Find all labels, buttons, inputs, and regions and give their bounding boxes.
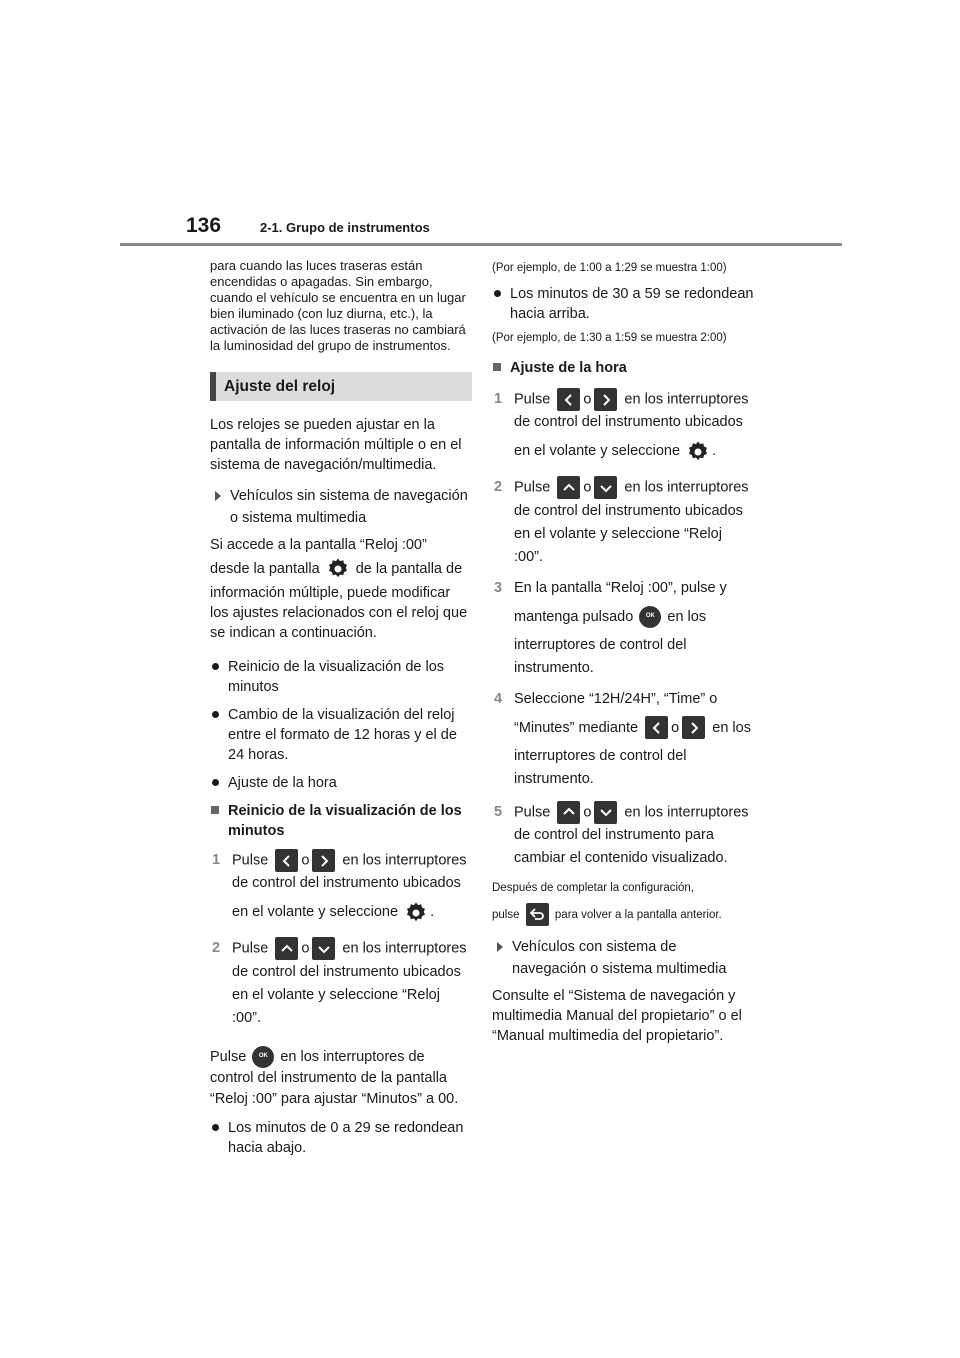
- step-number: 5: [494, 803, 503, 820]
- step-text: o: [583, 479, 592, 496]
- clock-intro-paragraph: Los relojes se pueden ajustar en la pantalla de información múltiple o en el sistema de navegación/multimedia.: [210, 417, 462, 473]
- bullet-dot-icon: [212, 711, 219, 718]
- chevron-left-icon: [275, 849, 298, 872]
- step-text: mantenga pulsado: [514, 608, 634, 625]
- bullet-dot-icon: [212, 1124, 219, 1131]
- list-item-text: Los minutos de 30 a 59 se redondean hacia arriba.: [510, 286, 754, 322]
- section-title: 2-1. Grupo de instrumentos: [260, 220, 430, 235]
- step-4: [492, 688, 754, 791]
- list-item-text: Los minutos de 0 a 29 se redondean hacia abajo.: [228, 1119, 464, 1156]
- sub-heading-text: Ajuste de la hora: [510, 360, 627, 376]
- step-number: 2: [494, 479, 503, 496]
- ok-paragraph: [210, 1046, 472, 1110]
- step-2: [492, 476, 754, 568]
- step-text: en el volante y seleccione: [232, 904, 399, 921]
- list-item-text: Reinicio de la visualización de los minutos: [228, 659, 445, 695]
- step-text: .: [712, 443, 717, 460]
- step-text: en los interruptores de control del instrumento ubicados en el volante y seleccione “Reloj :00”.: [232, 940, 467, 1026]
- bullet-dot-icon: [494, 290, 501, 297]
- triangle-bullet-icon: [215, 491, 221, 501]
- page-number: 136: [186, 214, 222, 237]
- bullet-dot-icon: [212, 779, 219, 786]
- vehicle-condition-item: [492, 936, 754, 980]
- sub-heading: [492, 358, 754, 378]
- step-2: [210, 937, 472, 1029]
- gear-icon: [686, 440, 710, 464]
- ok-button-icon: OK: [252, 1046, 274, 1068]
- step-text: .: [430, 904, 435, 921]
- chevron-left-icon: [557, 388, 580, 411]
- step-text: Seleccione “12H/24H”, “Time” o: [514, 690, 718, 707]
- completion-note: Después de completar la configuración,: [492, 881, 695, 894]
- back-note: [492, 902, 754, 928]
- back-note-a: pulse: [492, 908, 520, 921]
- gear-icon: [404, 901, 428, 925]
- step-1: [492, 388, 754, 468]
- access-text-c: de la pantalla de información múltiple, puede modificar los ajustes relacionados con el reloj que se indican a continuación.: [210, 561, 468, 641]
- right-column: [492, 258, 754, 1046]
- step-1: [210, 849, 472, 929]
- step-text: o: [301, 852, 310, 869]
- chevron-up-icon: [275, 937, 298, 960]
- step-number: 1: [494, 391, 503, 407]
- section-heading: Ajuste del reloj: [210, 372, 472, 401]
- step-text: “Minutes” mediante: [514, 719, 639, 736]
- step-number: 1: [212, 852, 221, 868]
- step-5: [492, 801, 754, 870]
- chevron-down-icon: [312, 937, 335, 960]
- step-text: Pulse: [232, 852, 269, 869]
- step-text: en los interruptores de control del instrumento para cambiar el contenido visualizado.: [514, 803, 749, 866]
- sub-heading: [210, 801, 472, 841]
- header-rule: [120, 243, 842, 246]
- access-text-a: Si accede a la pantalla “Reloj :00”: [210, 537, 427, 553]
- access-text-b: desde la pantalla: [210, 561, 320, 577]
- triangle-bullet-icon: [497, 942, 503, 952]
- back-note-b: para volver a la pantalla anterior.: [554, 908, 722, 921]
- step-text: en los: [712, 719, 751, 736]
- step-text: en los interruptores de control del instrumento.: [514, 608, 707, 676]
- list-item: [210, 657, 472, 697]
- example-note: (Por ejemplo, de 1:00 a 1:29 se muestra 1:00): [492, 262, 727, 274]
- square-bullet-icon: [493, 363, 501, 371]
- ok-text-a: Pulse: [210, 1048, 247, 1065]
- list-item-text: Cambio de la visualización del reloj entre el formato de 12 horas y el de 24 horas.: [228, 707, 457, 763]
- step-text: Pulse: [514, 803, 551, 820]
- chevron-right-icon: [312, 849, 335, 872]
- step-number: 3: [494, 579, 503, 596]
- step-text: o: [583, 391, 592, 408]
- chevron-right-icon: [682, 716, 705, 739]
- step-text: o: [671, 719, 680, 736]
- step-text: o: [583, 803, 592, 820]
- list-item-text: Ajuste de la hora: [228, 775, 337, 791]
- step-text: interruptores de control del instrumento.: [514, 747, 687, 787]
- ok-button-icon: OK: [639, 606, 661, 628]
- ok-text-b: en los interruptores de control del instrumento de la pantalla “Reloj :00” para ajustar “Minutos” a 00.: [210, 1048, 459, 1107]
- reference-paragraph: Consulte el “Sistema de navegación y multimedia Manual del propietario” o el “Manual multimedia del propietario”.: [492, 987, 742, 1044]
- example-note: (Por ejemplo, de 1:30 a 1:59 se muestra 2:00): [492, 332, 727, 344]
- step-number: 4: [494, 690, 503, 707]
- step-number: 2: [212, 940, 221, 957]
- list-item: [210, 1118, 472, 1158]
- gear-icon: [326, 557, 350, 581]
- list-item: [492, 284, 754, 324]
- chevron-down-icon: [594, 476, 617, 499]
- step-text: Pulse: [514, 479, 551, 496]
- chevron-up-icon: [557, 801, 580, 824]
- step-text: en los interruptores de control del instrumento ubicados: [514, 391, 749, 431]
- step-text: en el volante y seleccione: [514, 443, 681, 460]
- vehicle-condition-item: [210, 485, 472, 529]
- step-text: Pulse: [514, 391, 551, 408]
- sub-heading-text: Reinicio de la visualización de los minutos: [228, 803, 462, 839]
- bullet-dot-icon: [212, 663, 219, 670]
- chevron-down-icon: [594, 801, 617, 824]
- access-paragraph: [210, 535, 472, 643]
- step-text: en los interruptores de control del instrumento ubicados en el volante y seleccione “Reloj :00”.: [514, 479, 749, 565]
- list-item: [210, 705, 472, 765]
- chevron-left-icon: [645, 716, 668, 739]
- left-column: [210, 258, 472, 1158]
- step-text: En la pantalla “Reloj :00”, pulse y: [514, 579, 727, 596]
- step-text: Pulse: [232, 940, 269, 957]
- intro-paragraph: para cuando las luces traseras están encendidas o apagadas. Sin embargo, cuando el vehículo se encuentra en un lugar bien iluminado (con luz diurna, etc.), la activación de las luces traseras no cambiará la luminosidad del grupo de instrumentos.: [210, 258, 466, 353]
- condition-text: Vehículos sin sistema de navegación o sistema multimedia: [230, 488, 468, 526]
- chevron-right-icon: [594, 388, 617, 411]
- list-item: [210, 773, 472, 793]
- condition-text: Vehículos con sistema de navegación o sistema multimedia: [512, 938, 727, 977]
- square-bullet-icon: [211, 806, 219, 814]
- step-text: en los interruptores de control del instrumento ubicados: [232, 852, 467, 892]
- step-3: [492, 577, 754, 680]
- step-text: o: [301, 940, 310, 957]
- back-icon: [526, 903, 549, 926]
- chevron-up-icon: [557, 476, 580, 499]
